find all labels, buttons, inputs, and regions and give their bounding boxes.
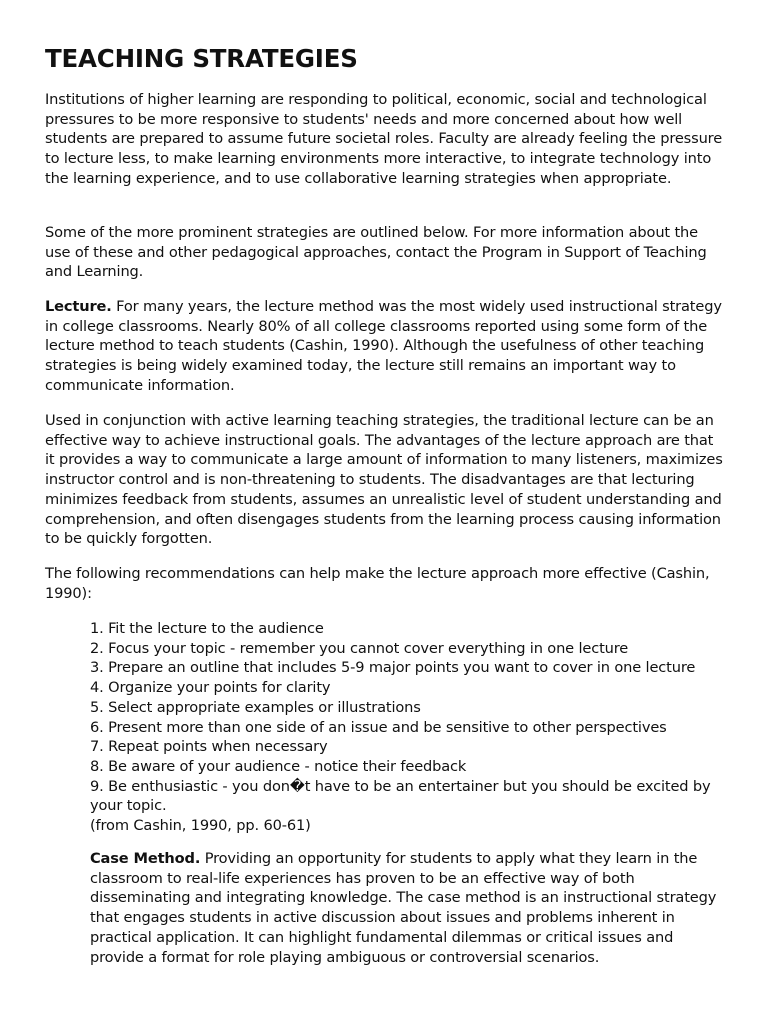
- list-item: 1. Fit the lecture to the audience: [90, 620, 324, 637]
- list-item: 8. Be aware of your audience - notice their feedback: [90, 757, 467, 775]
- lecture-paragraph: [45, 297, 725, 396]
- lecture-text: For many years, the lecture method was the most widely used instructional strategy in college classrooms. Nearly 80% of all college classrooms reported using some form of the lecture method to teach students (Cashin, 1990). Although the usefulness of other teaching strategies is being widely examined today, the lecture still remains an important way to communicate information.: [45, 298, 722, 394]
- case-method-heading: Case Method.: [90, 850, 201, 867]
- list-item: 2. Focus your topic - remember you cannot cover everything in one lecture: [90, 639, 629, 657]
- list-item: 3. Prepare an outline that includes 5-9 major points you want to cover in one lecture: [90, 659, 696, 677]
- citation: (from Cashin, 1990, pp. 60-61): [90, 817, 311, 835]
- recommendations-list: [90, 619, 730, 836]
- page-title: TEACHING STRATEGIES: [45, 44, 358, 73]
- list-item: 6. Present more than one side of an issue and be sensitive to other perspectives: [90, 718, 667, 736]
- list-item: 7. Repeat points when necessary: [90, 738, 328, 756]
- lecture-advantages-paragraph: Used in conjunction with active learning teaching strategies, the traditional lecture can be an effective way to achieve instructional goals. The advantages of the lecture approach are that it provides a way to communicate a large amount of information to many listeners, maximizes instructor control and is non-threatening to students. The disadvantages are that lecturing minimizes feedback from students, assumes an unrealistic level of student understanding and comprehension, and often disengages students from the learning process causing information to be quickly forgotten.: [45, 412, 723, 548]
- overview-paragraph: Some of the more prominent strategies are outlined below. For more information about the use of these and other pedagogical approaches, contact the Program in Support of Teaching and Learning.: [45, 224, 707, 281]
- list-item: 9. Be enthusiastic - you don�t have to be an entertainer but you should be excited by your topic.: [90, 777, 711, 815]
- list-item: 5. Select appropriate examples or illustrations: [90, 698, 421, 716]
- list-item: 4. Organize your points for clarity: [90, 679, 331, 697]
- recommendations-intro: The following recommendations can help make the lecture approach more effective (Cashin, 1990):: [45, 565, 710, 602]
- case-method-text: Providing an opportunity for students to apply what they learn in the classroom to real-life experiences has proven to be an effective way of both disseminating and integrating knowledge. The case method is an instructional strategy that engages students in active discussion about issues and problems inherent in practical application. It can highlight fundamental dilemmas or critical issues and provide a format for role playing ambiguous or controversial scenarios.: [90, 850, 717, 966]
- case-method-paragraph: [90, 849, 725, 967]
- lecture-heading: Lecture.: [45, 298, 112, 315]
- intro-paragraph: Institutions of higher learning are responding to political, economic, social and technological pressures to be more responsive to students' needs and more concerned about how well students are prepared to assume future societal roles. Faculty are already feeling the pressure to lecture less, to make learning environments more interactive, to integrate technology into the learning experience, and to use collaborative learning strategies when appropriate.: [45, 91, 723, 187]
